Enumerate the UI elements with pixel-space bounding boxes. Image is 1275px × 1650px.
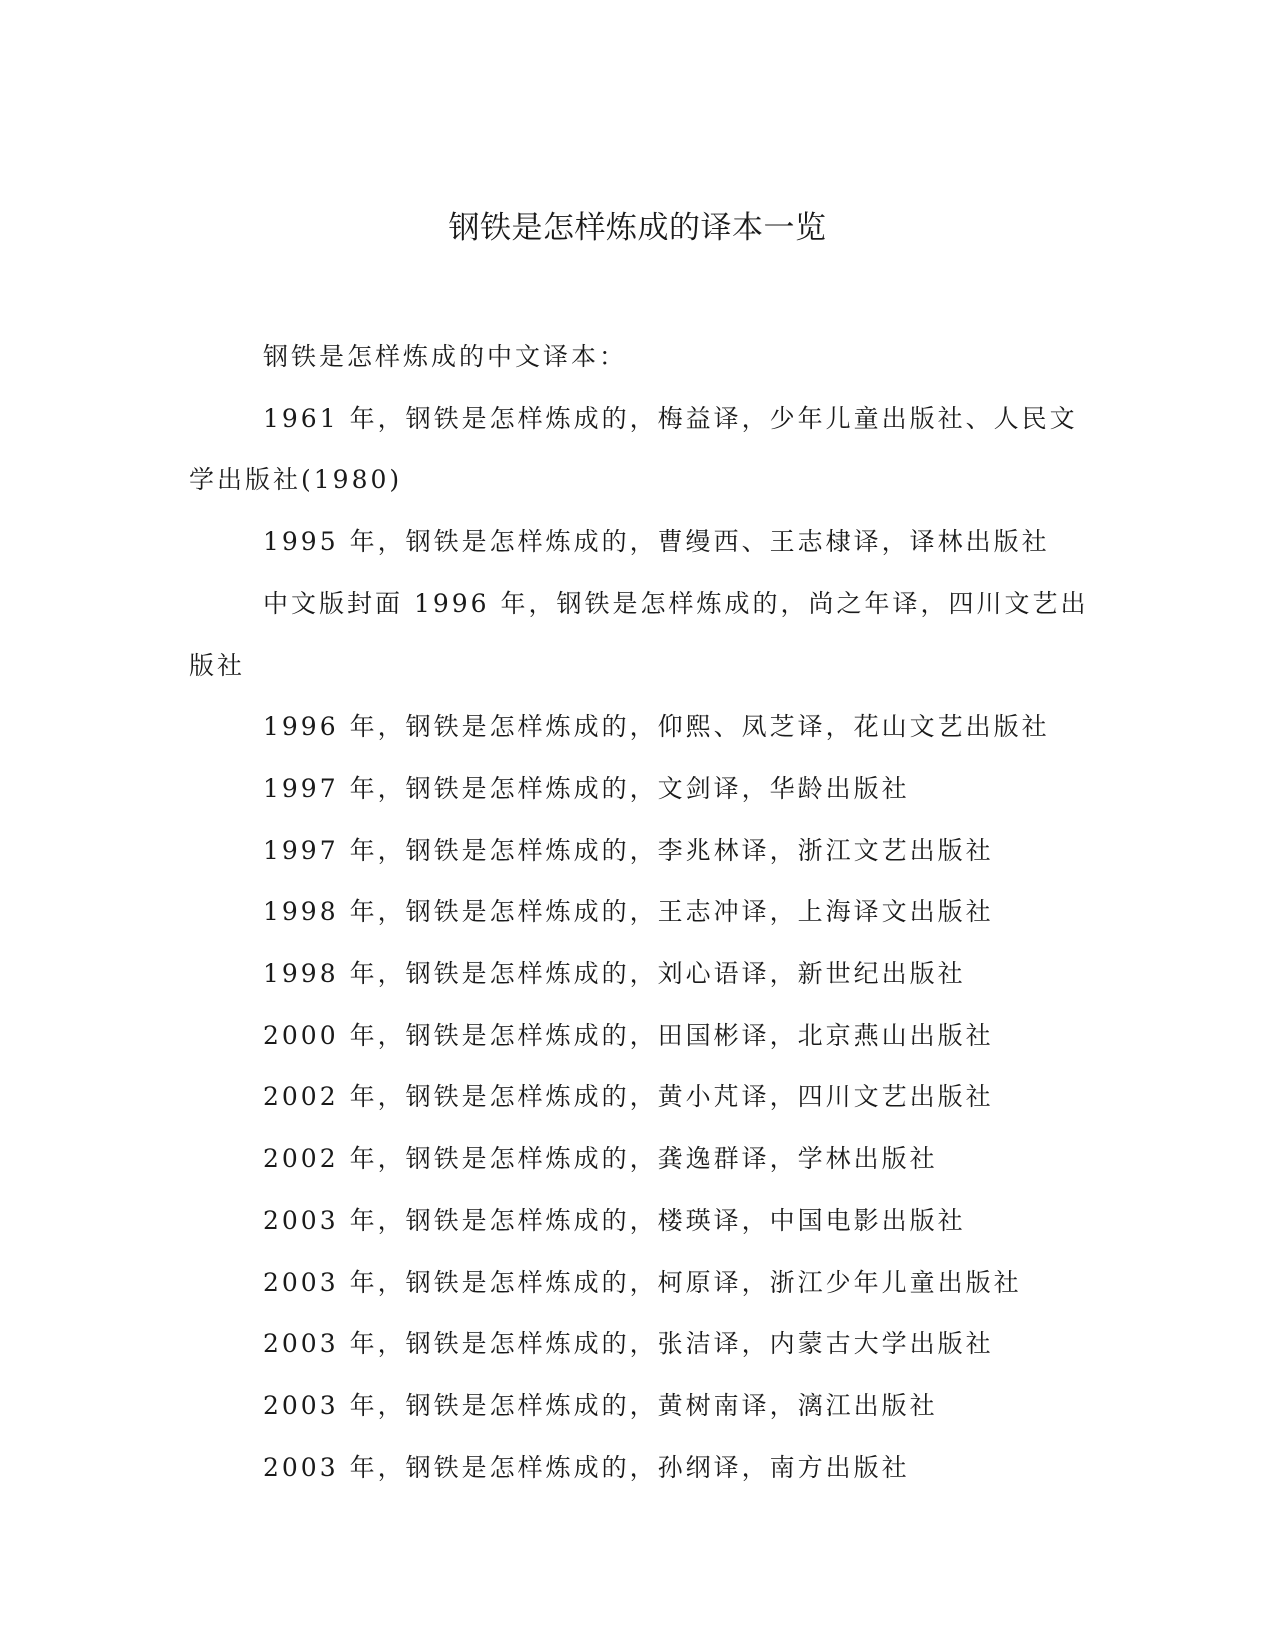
- translation-entry: 1998 年，钢铁是怎样炼成的，刘心语译，新世纪出版社: [263, 959, 966, 989]
- translation-entry: 2002 年，钢铁是怎样炼成的，黄小芃译，四川文艺出版社: [263, 1082, 994, 1112]
- translation-entry: 1998 年，钢铁是怎样炼成的，王志冲译，上海译文出版社: [263, 897, 994, 927]
- document-body: [189, 326, 1089, 1498]
- document-title: 钢铁是怎样炼成的译本一览: [448, 210, 827, 246]
- translation-entry: 1996 年，钢铁是怎样炼成的，仰熙、凤芝译，花山文艺出版社: [263, 712, 1050, 742]
- translation-entry: 1997 年，钢铁是怎样炼成的，李兆林译，浙江文艺出版社: [263, 835, 994, 865]
- translation-entry: 1995 年，钢铁是怎样炼成的，曹缦西、王志棣译，译林出版社: [263, 527, 1050, 557]
- translation-entry: 2003 年，钢铁是怎样炼成的，黄树南译，漓江出版社: [263, 1390, 938, 1420]
- translation-entry: 2003 年，钢铁是怎样炼成的，楼瑛译，中国电影出版社: [263, 1205, 966, 1235]
- translation-entry: 2003 年，钢铁是怎样炼成的，孙纲译，南方出版社: [263, 1452, 910, 1482]
- translation-entry: 中文版封面 1996 年，钢铁是怎样炼成的，尚之年译，四川文艺出版社: [189, 588, 1089, 680]
- translation-entry: 1961 年，钢铁是怎样炼成的，梅益译，少年儿童出版社、人民文学出版社(1980): [189, 403, 1078, 495]
- translation-entry: 1997 年，钢铁是怎样炼成的，文剑译，华龄出版社: [263, 773, 910, 803]
- translation-entry: 2003 年，钢铁是怎样炼成的，柯原译，浙江少年儿童出版社: [263, 1267, 1022, 1297]
- intro-paragraph: 钢铁是怎样炼成的中文译本：: [263, 342, 628, 371]
- translation-entry: 2000 年，钢铁是怎样炼成的，田国彬译，北京燕山出版社: [263, 1020, 994, 1050]
- translation-entry: 2003 年，钢铁是怎样炼成的，张洁译，内蒙古大学出版社: [263, 1329, 994, 1359]
- translation-entry: 2002 年，钢铁是怎样炼成的，龚逸群译，学林出版社: [263, 1144, 938, 1174]
